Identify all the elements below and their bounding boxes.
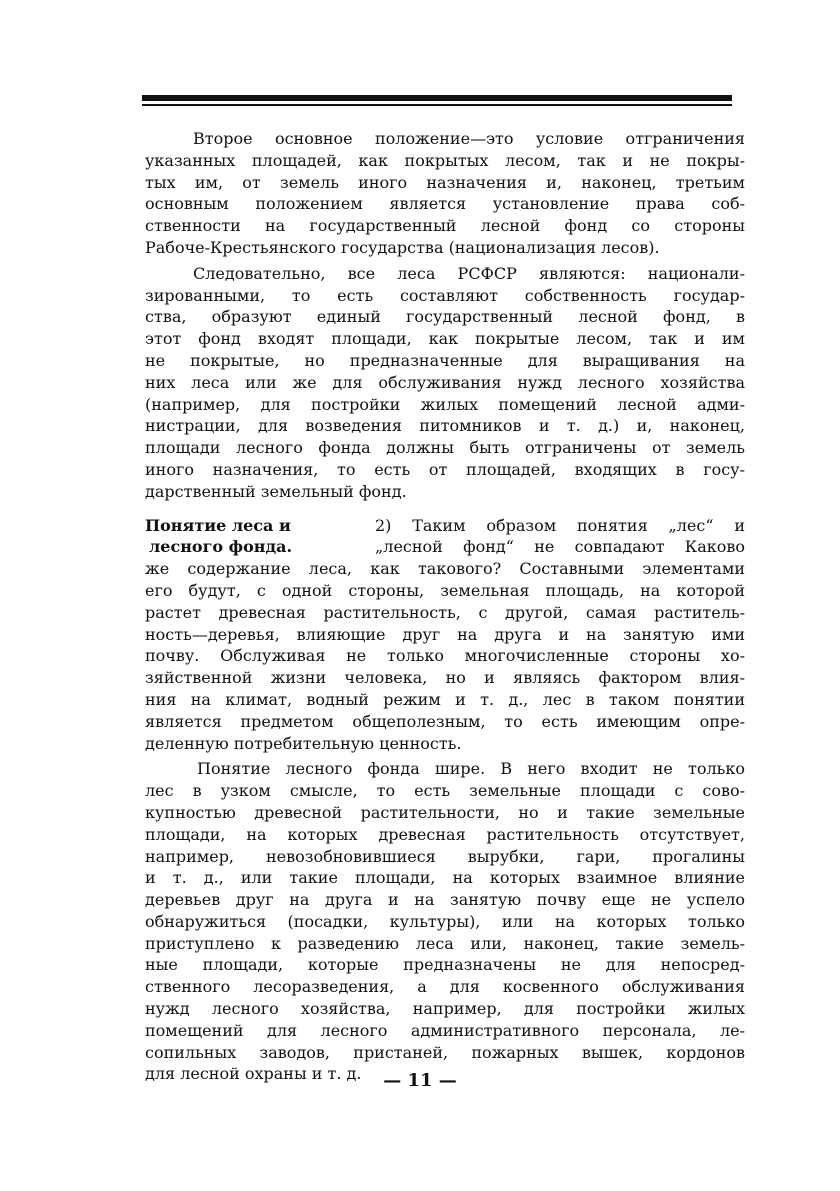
text-line: является предметом общеполезным, то есть имеющим опре- — [145, 711, 745, 731]
text-line: Второе основное положение—это условие отграничения — [193, 129, 745, 148]
text-line: площади, на которых древесная растительность отсутствует, — [145, 824, 745, 844]
text-line: приступлено к разведению леса или, наконец, такие земель- — [145, 933, 745, 953]
text-line: помещений для лесного административного персонала, ле- — [145, 1020, 745, 1040]
text-line: ственного лесоразведения, а для косвенного обслуживания — [145, 977, 745, 997]
text-line: дарственный земельный фонд. — [145, 481, 407, 501]
paragraph-4 — [145, 758, 745, 1085]
text-line: ния на климат, водный режим и т. д., лес в таком понятии — [145, 689, 745, 709]
text-line: ства, образуют единый государственный лесной фонд, в — [145, 307, 745, 327]
text-line: этот фонд входят площади, как покрытые лесом, так и им — [145, 329, 745, 349]
text-line: для лесной охраны и т. д. — [145, 1064, 362, 1084]
text-line: ные площади, которые предназначены не для непосред- — [145, 955, 745, 975]
text-line: деревьев друг на друга и на занятую почву еще не успело — [145, 890, 745, 910]
text-line: например, невозобновившиеся вырубки, гари, прогалины — [145, 846, 745, 866]
text-line: нистрации, для возведения питомников и т. д.) и, наконец, — [145, 416, 745, 436]
text-line: лес в узком смысле, то есть земельные площади с сово- — [145, 781, 745, 801]
page-body — [145, 128, 745, 1085]
text-line: деленную потребительную ценность. — [145, 733, 462, 753]
text-line: обнаружиться (посадки, культуры), или на которых только — [145, 911, 745, 931]
text-line: Понятие лесного фонда шире. В него входит не только — [197, 759, 745, 779]
text-line: зированными, то есть составляют собственность государ- — [145, 285, 745, 305]
text-line: „лесной фонд“ не совпадают Каково — [375, 537, 745, 557]
header-rule-thin — [142, 104, 732, 106]
section-heading-line: Понятие леса и — [145, 515, 291, 535]
text-line: нужд лесного хозяйства, например, для постройки жилых — [145, 999, 745, 1019]
text-line: не покрытые, но предназначенные для выращивания на — [145, 350, 745, 370]
text-line: 2) Таким образом понятия „лес“ и — [375, 515, 745, 535]
text-line: и т. д., или такие площади, на которых взаимное влияние — [145, 868, 745, 888]
text-line: же содержание леса, как такового? Составными элементами — [145, 559, 745, 579]
text-line: почву. Обслуживая не только многочисленные стороны хо- — [145, 646, 745, 666]
text-line: (например, для постройки жилых помещений лесной адми- — [145, 394, 745, 414]
text-line: Рабоче-Крестьянского государства (национализация лесов). — [145, 237, 660, 257]
text-line: сопильных заводов, пристаней, пожарных вышек, кордонов — [145, 1042, 745, 1062]
text-line: тых им, от земель иного назначения и, наконец, третьим — [145, 172, 745, 192]
text-line: ность—деревья, влияющие друг на друга и на занятую ими — [145, 624, 745, 644]
section-heading-line: лесного фонда. — [149, 537, 293, 557]
paragraph-2 — [145, 263, 745, 503]
text-line: них леса или же для обслуживания нужд лесного хозяйства — [145, 372, 745, 392]
paragraph-1 — [145, 128, 745, 259]
section-heading — [145, 515, 335, 559]
text-line: Следовательно, все леса РСФСР являются: национали- — [193, 263, 745, 283]
text-line: зяйственной жизни человека, но и являясь фактором влия- — [145, 668, 745, 688]
text-line: площади лесного фонда должны быть отграничены от земель — [145, 438, 745, 458]
page-number: — 11 — — [383, 1070, 457, 1091]
paragraph-3 — [145, 515, 745, 755]
text-line: его будут, с одной стороны, земельная площадь, на которой — [145, 580, 745, 600]
text-line: растет древесная растительность, с другой, самая раститель- — [145, 602, 745, 622]
text-line: ственности на государственный лесной фонд со стороны — [145, 216, 745, 236]
text-line: указанных площадей, как покрытых лесом, так и не покры- — [145, 150, 745, 170]
header-rule-thick — [142, 95, 732, 101]
text-line: иного назначения, то есть от площадей, входящих в госу- — [145, 459, 745, 479]
text-line: основным положением является установление права соб- — [145, 194, 745, 214]
text-line: купностью древесной растительности, но и такие земельные — [145, 802, 745, 822]
